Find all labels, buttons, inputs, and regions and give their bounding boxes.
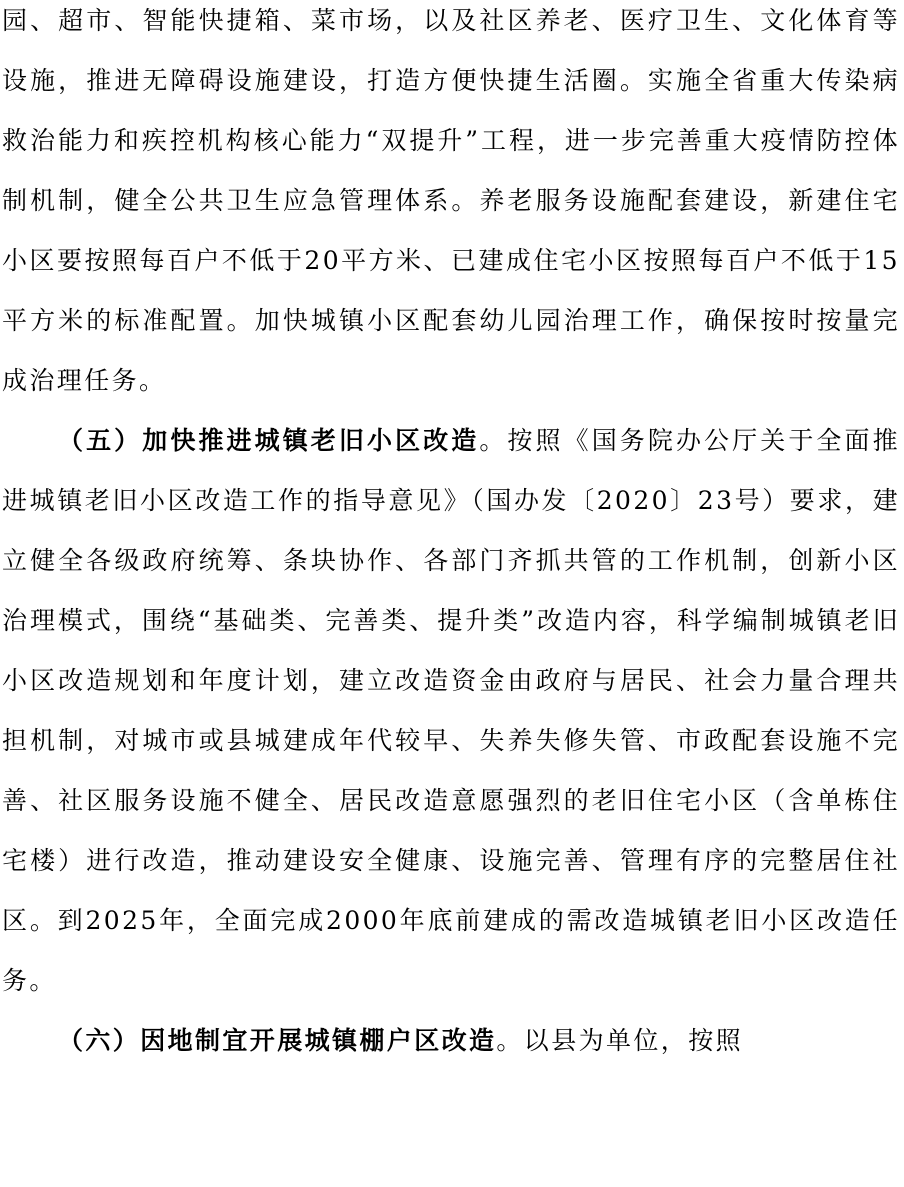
paragraph-text: 。按照《国务院办公厅关于全面推进城镇老旧小区改造工作的指导意见》（国办发〔2020〕23号）要求，建立健全各级政府统筹、条块协作、各部门齐抓共管的工作机制，创新小区治理模式，围绕“基础类、完善类、提升类”改造内容，科学编制城镇老旧小区改造规划和年度计划，建立改造资金由政府与居民、社会力量合理共担机制，对城市或县城建成年代较早、失养失修失管、市政配套设施不完善、社区服务设施不健全、居民改造意愿强烈的老旧住宅小区（含单栋住宅楼）进行改造，推动建设安全健康、设施完善、管理有序的完整居住社区。到2025年，全面完成2000年底前建成的需改造城镇老旧小区改造任务。 bbox=[2, 426, 900, 995]
paragraph-old-community-renovation bbox=[2, 411, 900, 1011]
section-heading-6: （六）因地制宜开展城镇棚户区改造 bbox=[58, 1026, 497, 1055]
paragraph-shantytown-renovation bbox=[2, 1011, 900, 1071]
section-heading-5: （五）加快推进城镇老旧小区改造 bbox=[58, 426, 480, 455]
paragraph-text: 。以县为单位，按照 bbox=[496, 1026, 744, 1055]
paragraph-text: 园、超市、智能快捷箱、菜市场，以及社区养老、医疗卫生、文化体育等设施，推进无障碍设施建设，打造方便快捷生活圈。实施全省重大传染病救治能力和疾控机构核心能力“双提升”工程，进一步完善重大疫情防控体制机制，健全公共卫生应急管理体系。养老服务设施配套建设，新建住宅小区要按照每百户不低于20平方米、已建成住宅小区按照每百户不低于15平方米的标准配置。加快城镇小区配套幼儿园治理工作，确保按时按量完成治理任务。 bbox=[2, 6, 900, 395]
paragraph-facilities bbox=[2, 0, 900, 411]
document-page bbox=[2, 0, 900, 1187]
